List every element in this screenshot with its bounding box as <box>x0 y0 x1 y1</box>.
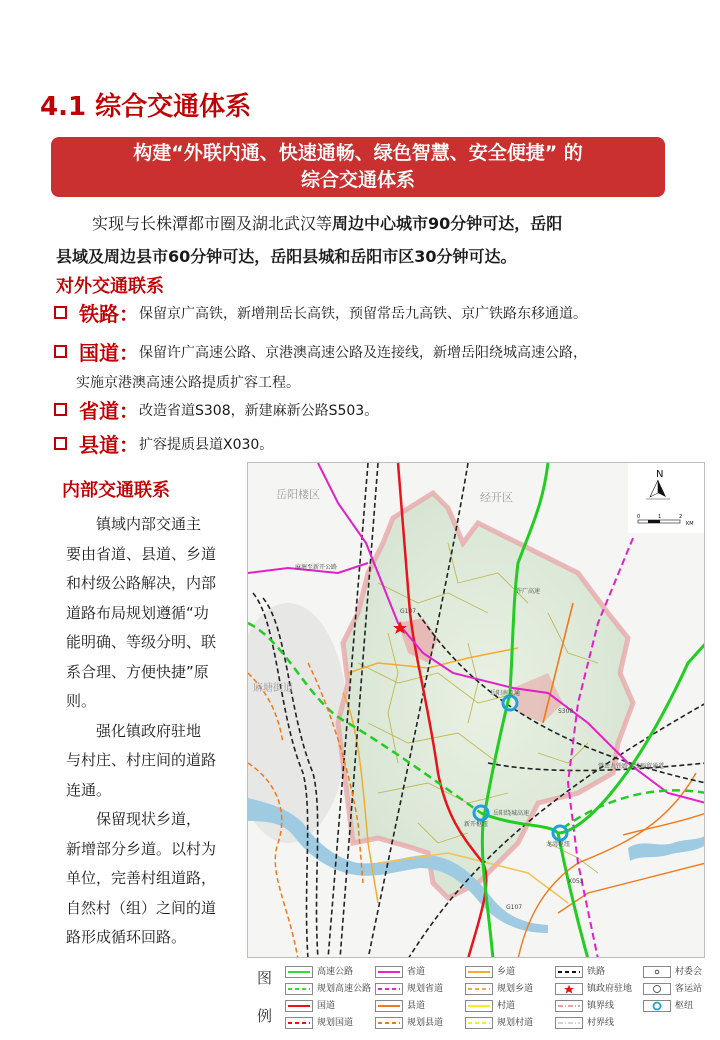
banner-line-1: 构建“外联内通、快速通畅、绿色智慧、安全便捷” 的 <box>133 142 583 164</box>
hub-icon <box>654 1002 661 1009</box>
legend-swatch <box>643 1000 671 1012</box>
section-title: 4.1 综合交通体系 <box>40 92 252 122</box>
map-label: 常岳九铁路北线预留通道 <box>598 763 665 770</box>
text-line: 系合理、方便快捷”原 <box>66 662 209 681</box>
map-label: 麻塘至新开公路 <box>295 564 338 571</box>
text-line: 强化镇政府驻地 <box>96 721 202 740</box>
svg-text:KM: KM <box>686 521 694 527</box>
legend-item <box>555 965 605 979</box>
legend-label: 高速公路 <box>317 967 354 977</box>
map-label: 经开区 <box>480 491 513 504</box>
legend-item <box>285 982 371 996</box>
legend-swatch <box>643 983 671 995</box>
internal-paragraph-2 <box>66 717 228 806</box>
legend-item <box>465 999 515 1013</box>
legend-item <box>555 982 632 996</box>
star-icon <box>564 985 574 994</box>
legend-label: 规划国道 <box>317 1018 354 1028</box>
legend-swatch <box>555 983 583 995</box>
map-label: 麻塘街道 <box>253 683 293 694</box>
legend-swatch <box>555 1017 583 1029</box>
legend-label: 规划县道 <box>407 1018 444 1028</box>
legend-item <box>285 965 353 979</box>
bullet-railway <box>54 302 694 326</box>
legend-title-bottom: 例 <box>257 1007 273 1025</box>
text-line: 新增部分乡道。以村为 <box>66 839 217 858</box>
legend-title-top: 图 <box>257 969 273 987</box>
legend-label: 铁路 <box>587 967 606 977</box>
legend-swatch <box>643 966 671 978</box>
external-title: 对外交通联系 <box>56 276 164 297</box>
bullet-label: 国道： <box>79 341 139 365</box>
legend-item <box>555 1016 614 1030</box>
text-line: 道路布局规划遵循“功 <box>66 603 209 622</box>
text-line: 能明确、等级分明、联 <box>66 633 217 651</box>
legend-swatch <box>375 966 403 978</box>
legend-swatch <box>285 1017 313 1029</box>
banner-line-2: 综合交通体系 <box>300 169 415 191</box>
map-label: X053 <box>568 878 584 885</box>
legend-label: 规划省道 <box>407 984 444 994</box>
legend-label: 规划乡道 <box>497 984 534 994</box>
internal-text <box>66 510 228 953</box>
text-line: 和村级公路解决，内部 <box>66 574 217 592</box>
map-canvas <box>248 463 705 958</box>
legend-swatch <box>555 966 583 978</box>
legend-label: 枢纽 <box>675 1001 694 1011</box>
legend-swatch <box>465 1000 493 1012</box>
svg-text:1: 1 <box>658 514 662 520</box>
legend-swatch <box>285 966 313 978</box>
map-label: 岳阳南互通 <box>490 690 521 697</box>
bullet-county-road <box>54 433 694 457</box>
legend-label: 村界线 <box>587 1018 615 1028</box>
legend-item <box>375 965 425 979</box>
theme-banner <box>51 137 665 197</box>
village-committee-icon <box>655 970 659 974</box>
legend-item <box>285 999 335 1013</box>
legend-swatch <box>465 983 493 995</box>
map-label: 岳阳绕城高速 <box>493 810 530 817</box>
bullet-text: 扩容提质县道X030。 <box>139 437 274 453</box>
bullet-square-icon <box>54 306 67 319</box>
bullet-label: 铁路： <box>79 302 139 326</box>
legend-item <box>465 965 515 979</box>
legend-item <box>555 999 614 1013</box>
legend-item <box>465 982 533 996</box>
text-line: 与村庄、村庄间的道路 <box>66 751 217 769</box>
legend-item <box>285 1016 353 1030</box>
legend-item <box>643 965 702 979</box>
bullet-label: 省道： <box>79 399 139 423</box>
legend-item <box>375 999 425 1013</box>
legend-label: 省道 <box>407 967 426 977</box>
legend-swatch <box>375 1000 403 1012</box>
legend-swatch <box>375 1017 403 1029</box>
map-label: S308 <box>558 708 574 715</box>
bullet-text: 保留京广高铁，新增荆岳长高铁，预留常岳九高铁、京广铁路东移通道。 <box>139 306 587 322</box>
map-label: 新开枢纽 <box>464 821 489 828</box>
transport-map <box>247 462 705 958</box>
legend-label: 规划村道 <box>497 1018 534 1028</box>
legend-label: 村道 <box>497 1001 516 1011</box>
bullet-national-road <box>54 341 694 365</box>
legend-item <box>375 1016 443 1030</box>
internal-paragraph-1 <box>66 510 228 717</box>
text-line: 要由省道、县道、乡道 <box>66 544 217 563</box>
text-line: 路形成循环回路。 <box>66 928 187 946</box>
legend-label: 乡道 <box>497 967 516 977</box>
map-label: 岳阳楼区 <box>276 488 320 501</box>
text-line: 连通。 <box>66 780 112 799</box>
text-line: 保留现状乡道， <box>96 810 202 828</box>
text-line: 自然村（组）之间的道 <box>66 898 217 917</box>
map-label: G107 <box>506 904 523 911</box>
svg-text:2: 2 <box>679 514 683 520</box>
legend-label: 客运站 <box>675 984 703 994</box>
legend-label: 镇政府驻地 <box>587 984 633 994</box>
legend-item <box>375 982 443 996</box>
bus-station-icon <box>654 985 661 992</box>
intro-bold-2: 县域及周边县市60分钟可达，岳阳县城和岳阳市区30分钟可达。 <box>56 247 517 266</box>
bullet-text: 改造省道S308，新建麻新公路S503。 <box>139 403 379 419</box>
legend-swatch <box>465 966 493 978</box>
intro-paragraph <box>56 207 666 273</box>
legend-item <box>643 999 693 1013</box>
legend-swatch <box>555 1000 583 1012</box>
legend-label: 镇界线 <box>587 1001 615 1011</box>
map-legend <box>247 961 705 1031</box>
text-line: 则。 <box>66 692 97 710</box>
legend-item <box>643 982 702 996</box>
text-line: 镇域内部交通主 <box>96 515 202 533</box>
compass-north-label: N <box>656 469 664 480</box>
intro-plain: 实现与长株潭都市圈及湖北武汉等 <box>92 214 333 233</box>
legend-label: 县道 <box>407 1001 426 1011</box>
legend-label: 国道 <box>317 1001 336 1011</box>
bullet-national-road-cont: 实施京港澳高速公路提质扩容工程。 <box>76 375 300 391</box>
legend-label: 规划高速公路 <box>317 984 372 994</box>
bullet-text: 保留许广高速公路、京港澳高速公路及连接线，新增岳阳绕城高速公路， <box>139 345 587 361</box>
legend-swatch <box>375 983 403 995</box>
intro-bold-1: 周边中心城市90分钟可达，岳阳 <box>332 214 563 233</box>
internal-title: 内部交通联系 <box>62 480 170 501</box>
legend-swatch <box>465 1017 493 1029</box>
map-label: 龙湾枢纽 <box>546 841 571 848</box>
bullet-square-icon <box>54 403 67 416</box>
bullet-provincial-road <box>54 399 694 423</box>
bullet-label: 县道： <box>79 433 139 457</box>
legend-item <box>465 1016 533 1030</box>
svg-text:0: 0 <box>637 514 641 520</box>
internal-paragraph-3 <box>66 805 228 953</box>
map-label: G107 <box>400 608 417 615</box>
bullet-square-icon <box>54 437 67 450</box>
legend-swatch <box>285 1000 313 1012</box>
text-line: 单位，完善村组道路， <box>66 869 217 887</box>
legend-label: 村委会 <box>675 967 703 977</box>
legend-swatch <box>285 983 313 995</box>
bullet-square-icon <box>54 345 67 358</box>
map-label: 许广高速 <box>516 588 541 595</box>
